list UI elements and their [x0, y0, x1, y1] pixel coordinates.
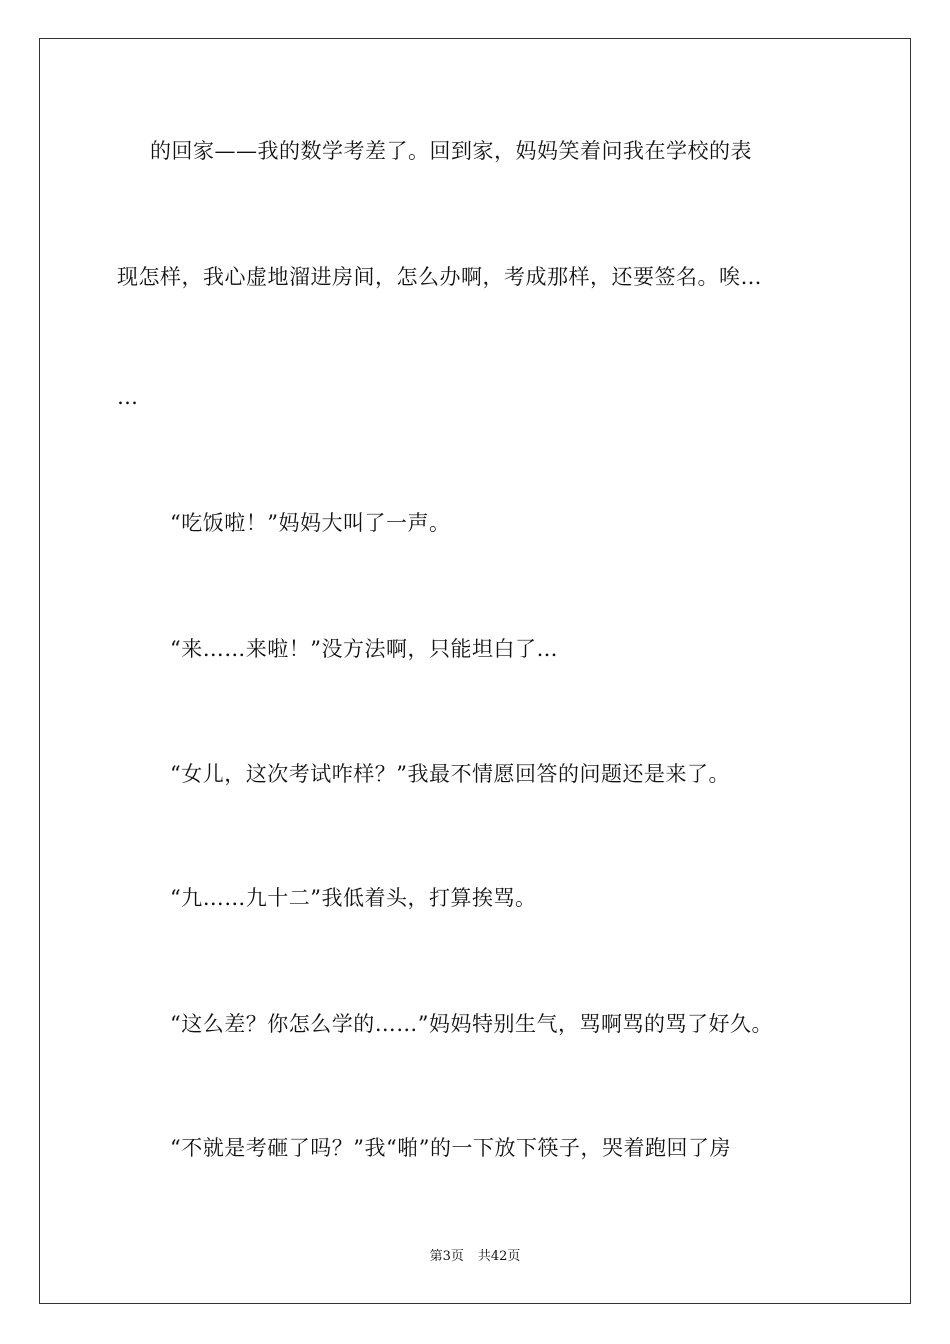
text-line: “不就是考砸了吗？”我“啪”的一下放下筷子，哭着跑回了房	[170, 1136, 731, 1160]
text-line: “来……来啦！”没方法啊，只能坦白了…	[170, 637, 558, 661]
page-total: 共42页	[477, 1249, 521, 1264]
text-line: 的回家——我的数学考差了。回到家，妈妈笑着问我在学校的表	[150, 139, 752, 163]
text-line: “吃饭啦！”妈妈大叫了一声。	[170, 511, 451, 535]
text-line: …	[117, 385, 139, 409]
page-number: 第3页	[429, 1249, 464, 1264]
text-line: 现怎样，我心虚地溜进房间，怎么办啊，考成那样，还要签名。唉…	[117, 265, 762, 289]
page-footer	[0, 1248, 950, 1266]
text-line: “这么差？你怎么学的……”妈妈特别生气，骂啊骂的骂了好久。	[170, 1012, 773, 1036]
text-line: “九……九十二”我低着头，打算挨骂。	[170, 886, 537, 910]
text-line: “女儿，这次考试咋样？”我最不情愿回答的问题还是来了。	[170, 762, 730, 786]
page-border	[39, 38, 911, 1304]
